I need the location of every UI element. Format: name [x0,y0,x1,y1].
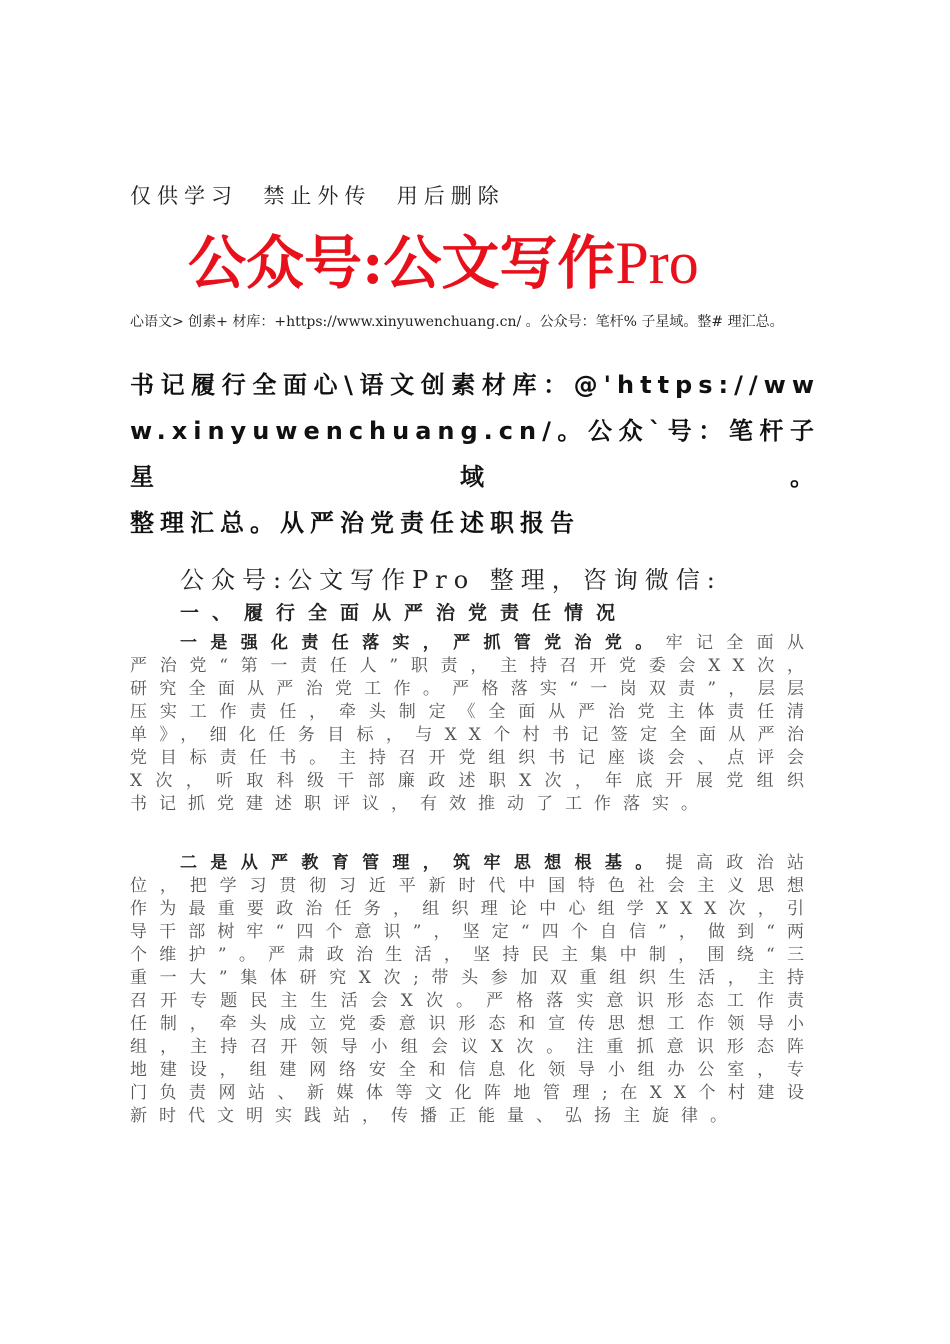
document-title-part1: 书记履行全面心\语文创素材库：@'https://www.xinyuwenchuang.cn/。公众`号：笔杆子星域。 [130,371,820,491]
paragraph-2-lead: 二是从严教育管理，筑牢思想根基。 [180,853,666,873]
paragraph-1-lead: 一是强化责任落实，严抓管党治党。 [180,633,666,653]
brand-suffix-text: Pro [615,230,699,296]
subheader: 公众号:公文写作Pro 整理，咨询微信: [180,566,722,594]
paragraph-2-body: 提高政治站位，把学习贯彻习近平新时代中国特色社会主义思想作为最重要政治任务，组织理论中心组学XXX次，引导干部树牢“四个意识”，坚定“四个自信”，做到“两个维护”。严肃政治生活，坚持民主集中制，围绕“三重一大”集体研究X次;带头参加双重组织生活，主持召开专题民主生活会X次。严格落实意识形态工作责任制，牵头成立党委意识形态和宣传思想工作领导小组，主持召开领导小组会议X次。注重抓意识形态阵地建设，组建网络安全和信息化领导小组办公室，专门负责网站、新媒体等文化阵地管理;在XX个村建设新时代文明实践站，传播正能量、弘扬主旋律。 [130,853,817,1126]
brand-main-text: 公众号:公文写作 [188,229,616,297]
document-title [130,362,820,546]
paragraph-2 [130,852,816,1128]
document-title-part2: 整理汇总。从严治党责任述职报告 [130,509,580,537]
brand-banner [188,226,808,300]
section-heading: 一、履行全面从严治党责任情况 [180,602,629,624]
paragraph-1 [130,632,816,816]
source-line: 心语文> 创素+ 材库：+https://www.xinyuwenchuang.cn/ 。公众号：笔杆% 子星域。整# 理汇总。 [130,314,784,330]
usage-notice: 仅供学习 禁止外传 用后删除 [130,184,505,208]
paragraph-1-body: 牢记全面从严治党“第一责任人”职责，主持召开党委会XX次，研究全面从严治党工作。严格落实“一岗双责”，层层压实工作责任，牵头制定《全面从严治党主体责任清单》，细化任务目标，与XX个村书记签定全面从严治党目标责任书。主持召开党组织书记座谈会、点评会X次，听取科级干部廉政述职X次，年底开展党组织书记抓党建述职评议，有效推动了工作落实。 [130,633,817,814]
